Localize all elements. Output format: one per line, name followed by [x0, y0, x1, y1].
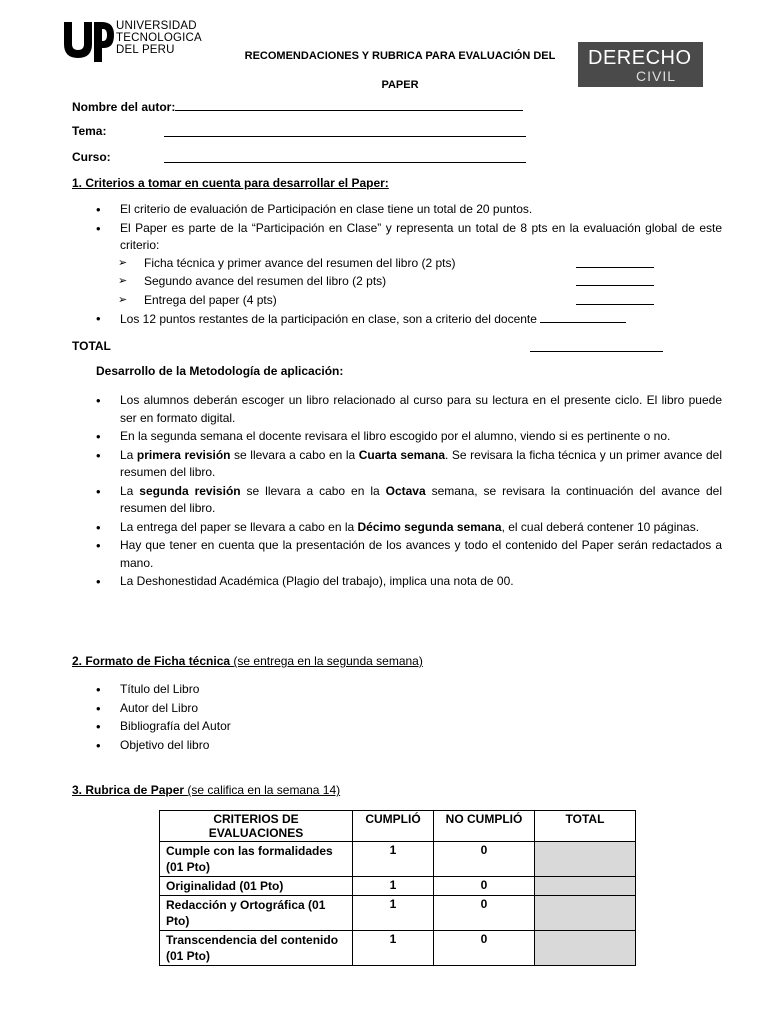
list-item — [90, 447, 722, 482]
list-item — [90, 201, 722, 219]
criterion-cell: Originalidad (01 Pto) — [160, 877, 353, 896]
methodology-item-4-e: semana, se revisara la continuación del avance del resumen del libro. — [120, 483, 722, 515]
table-row — [160, 842, 636, 877]
course-label: Curso: — [72, 150, 111, 164]
ficha-item-1: Título del Libro — [120, 682, 200, 696]
sub-criteria-list — [118, 255, 722, 310]
methodology-item-3-a: La — [120, 447, 137, 462]
not-met-cell: 0 — [434, 896, 535, 931]
sub-item-label-2: Segundo avance del resumen del libro (2 pts) — [144, 274, 387, 288]
list-item — [90, 573, 722, 591]
topic-blank-line — [164, 124, 526, 137]
met-cell: 1 — [353, 842, 434, 877]
methodology-item-7: La Deshonestidad Académica (Plagio del trabajo), implica una nota de 00. — [120, 574, 514, 588]
methodology-item-4-d: Octava — [385, 483, 426, 498]
sub-item — [118, 273, 722, 291]
table-row — [160, 931, 636, 966]
sub-item-blank-3 — [576, 304, 654, 305]
criterion-cell: Cumple con las formalidades (01 Pto) — [160, 842, 353, 877]
column-header-not-met: NO CUMPLIÓ — [434, 811, 535, 842]
university-line-2: TECNOLOGICA — [116, 32, 202, 44]
course-blank-line — [164, 150, 526, 163]
list-item — [90, 700, 490, 718]
sub-item-blank-2 — [576, 285, 654, 286]
section-2-title: 2. Formato de Ficha técnica — [72, 654, 234, 668]
met-cell: 1 — [353, 877, 434, 896]
title-line-1: RECOMENDACIONES Y RUBRICA PARA EVALUACIÓN DEL — [244, 50, 556, 62]
methodology-item-5-a: La entrega del paper se llevara a cabo en la — [120, 519, 358, 534]
methodology-item-4-c: se llevara a cabo en la — [240, 483, 386, 498]
university-name — [116, 20, 202, 56]
section-3-heading — [72, 783, 340, 797]
not-met-cell: 0 — [434, 842, 535, 877]
university-line-3: DEL PERU — [116, 44, 175, 56]
list-item — [90, 310, 722, 329]
list-item — [90, 220, 722, 310]
table-row — [160, 877, 636, 896]
criterion-cell: Transcendencia del contenido (01 Pto) — [160, 931, 353, 966]
methodology-item-4-a: La — [120, 483, 140, 498]
column-header-met: CUMPLIÓ — [353, 811, 434, 842]
section-2-note: (se entrega en la segunda semana) — [233, 654, 423, 668]
methodology-item-2: En la segunda semana el docente revisara el libro escogido por el alumno, viendo si es pertinente o no. — [120, 429, 671, 443]
ficha-item-3: Bibliografía del Autor — [120, 719, 231, 733]
methodology-item-3-c: se llevara a cabo en la — [230, 447, 359, 462]
sub-item-label-1: Ficha técnica y primer avance del resumen del libro (2 pts) — [144, 255, 456, 270]
brand-line-1: DERECHO — [588, 47, 692, 69]
document-title — [205, 42, 595, 100]
table-row — [160, 896, 636, 931]
list-item — [90, 519, 722, 537]
ficha-list — [90, 681, 490, 755]
met-cell: 1 — [353, 931, 434, 966]
methodology-item-5-c: , el cual deberá contener 10 páginas. — [501, 519, 700, 534]
list-item — [90, 428, 722, 446]
list-item — [90, 737, 490, 755]
utp-logo-icon — [62, 18, 114, 62]
section-3-note: (se califica en la semana 14) — [187, 783, 341, 797]
criteria-list — [90, 201, 722, 330]
criteria-bullet-2: El Paper es parte de la “Participación en Clase” y representa un total de 8 pts en la evaluación global de este criterio: — [120, 220, 722, 252]
list-item — [90, 718, 490, 736]
derecho-civil-logo — [578, 42, 703, 87]
author-label: Nombre del autor: — [72, 100, 176, 114]
criterion-cell: Redacción y Ortográfica (01 Pto) — [160, 896, 353, 931]
total-blank — [530, 339, 663, 357]
criteria-bullet-1: El criterio de evaluación de Participación en clase tiene un total de 20 puntos. — [120, 202, 533, 216]
met-cell: 1 — [353, 896, 434, 931]
total-label: TOTAL — [72, 339, 111, 353]
list-item — [90, 681, 490, 699]
not-met-cell: 0 — [434, 877, 535, 896]
list-item — [90, 483, 722, 518]
topic-label: Tema: — [72, 124, 107, 138]
author-field — [72, 98, 523, 114]
methodology-item-1: Los alumnos deberán escoger un libro relacionado al curso para su lectura en el presente ciclo. El libro puede ser en formato digital. — [120, 393, 722, 425]
ficha-item-2: Autor del Libro — [120, 700, 199, 715]
total-cell[interactable] — [535, 931, 636, 966]
list-item — [90, 392, 722, 427]
brand-line-2: CIVIL — [636, 68, 677, 84]
topic-field — [72, 124, 106, 138]
title-line-2: PAPER — [381, 79, 419, 91]
criteria-bullet-3: Los 12 puntos restantes de la participación en clase, son a criterio del docente — [120, 312, 537, 326]
methodology-item-3-d: Cuarta semana — [358, 447, 446, 462]
section-3-title: 3. Rubrica de Paper — [72, 783, 188, 797]
section-1-heading: 1. Criterios a tomar en cuenta para desarrollar el Paper: — [72, 176, 389, 190]
sub-item-label-3: Entrega del paper (4 pts) — [144, 292, 277, 307]
methodology-item-3-e: . Se revisara la ficha técnica y un primer avance del resumen del libro. — [120, 447, 722, 479]
sub-item-blank-1 — [576, 267, 654, 268]
total-blank-line — [530, 339, 663, 352]
methodology-item-5-b: Décimo segunda semana — [357, 519, 502, 534]
rubric-table — [159, 810, 636, 966]
list-item — [90, 537, 722, 572]
total-cell[interactable] — [535, 877, 636, 896]
total-cell[interactable] — [535, 842, 636, 877]
table-header-row — [160, 811, 636, 842]
column-header-total: TOTAL — [535, 811, 636, 842]
methodology-list — [90, 392, 722, 592]
sub-item — [118, 255, 722, 273]
methodology-item-3-b: primera revisión — [136, 447, 231, 462]
docente-blank-line — [540, 310, 626, 323]
author-blank-line — [175, 98, 523, 111]
section-2-heading — [72, 654, 423, 668]
total-cell[interactable] — [535, 896, 636, 931]
column-header-criteria: CRITERIOS DE EVALUACIONES — [160, 811, 353, 842]
methodology-item-6: Hay que tener en cuenta que la presentación de los avances y todo el contenido del Paper serán redactados a mano. — [120, 538, 722, 570]
not-met-cell: 0 — [434, 931, 535, 966]
topic-blank — [164, 124, 526, 142]
sub-item — [118, 292, 722, 310]
course-blank — [164, 150, 526, 168]
university-line-1: UNIVERSIDAD — [116, 20, 197, 32]
course-field — [72, 150, 111, 164]
methodology-heading: Desarrollo de la Metodología de aplicación: — [96, 364, 344, 378]
methodology-item-4-b: segunda revisión — [139, 483, 241, 498]
ficha-item-4: Objetivo del libro — [120, 737, 210, 752]
